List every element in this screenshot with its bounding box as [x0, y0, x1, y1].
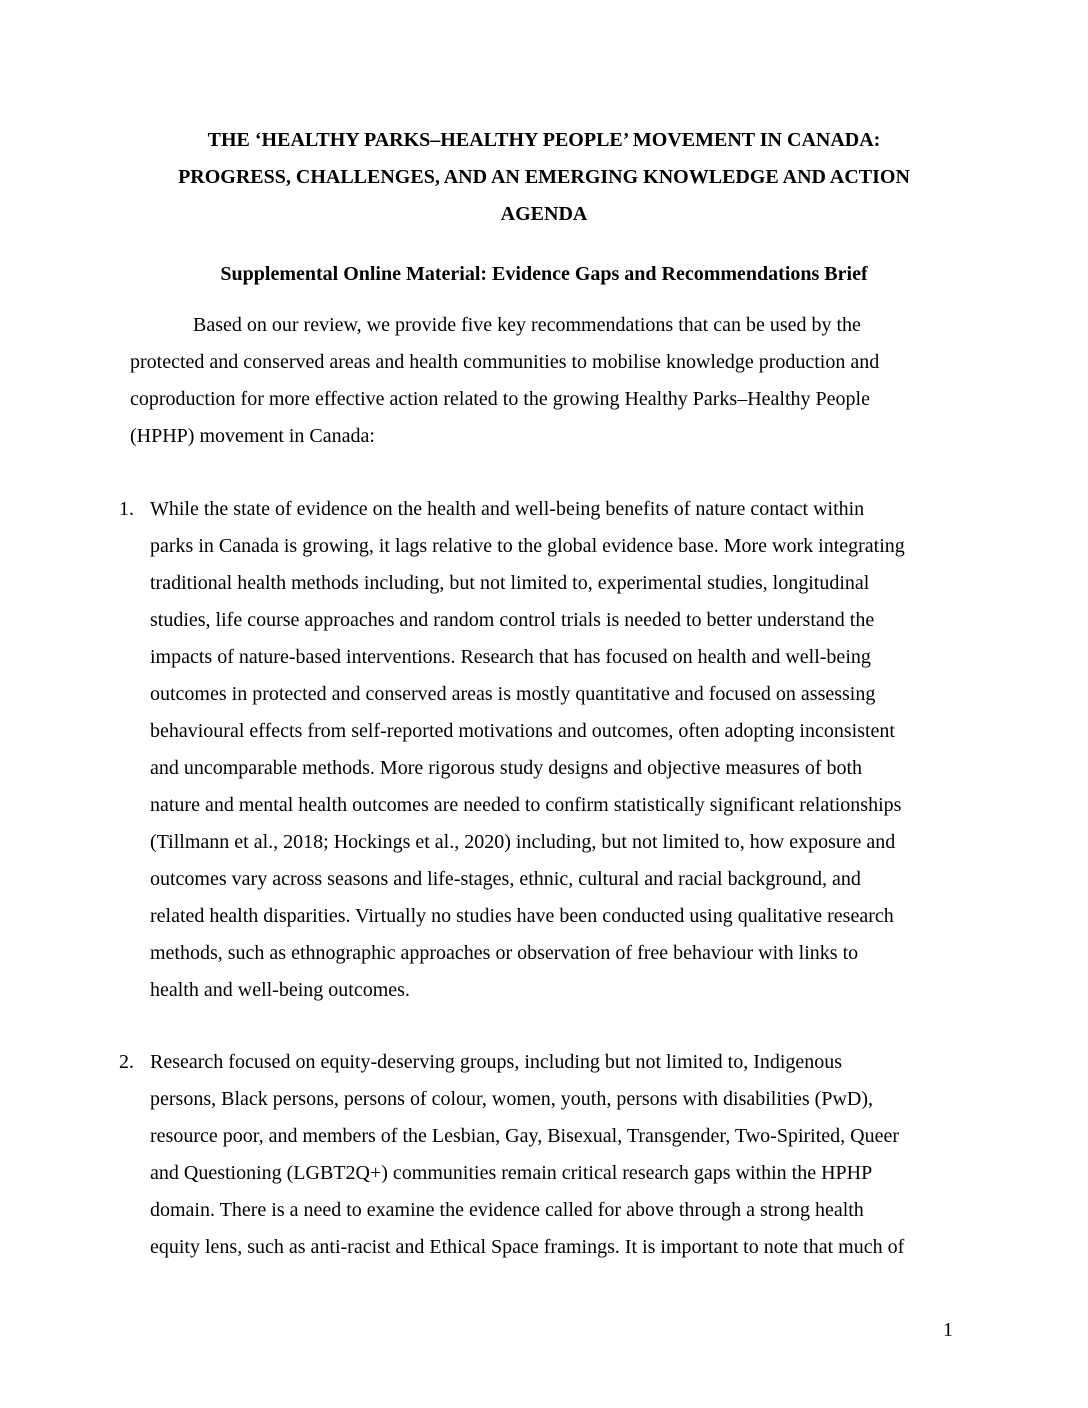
body-line: outcomes in protected and conserved areas is mostly quantitative and focused on assessing: [150, 683, 876, 705]
body-line: and uncomparable methods. More rigorous study designs and objective measures of both: [150, 757, 863, 779]
list-marker-1: 1.: [119, 498, 134, 520]
page-number: 1: [943, 1319, 953, 1341]
body-line: While the state of evidence on the health and well-being benefits of nature contact within: [150, 498, 865, 520]
body-line: impacts of nature-based interventions. Research that has focused on health and well-being: [150, 646, 871, 668]
intro-line: Based on our review, we provide five key recommendations that can be used by the: [193, 314, 861, 336]
body-line: related health disparities. Virtually no studies have been conducted using qualitative research: [150, 905, 894, 927]
body-line: equity lens, such as anti-racist and Ethical Space framings. It is important to note that much of: [150, 1236, 905, 1258]
body-line: behavioural effects from self-reported motivations and outcomes, often adopting inconsistent: [150, 720, 895, 742]
title-line-3: AGENDA: [500, 203, 588, 225]
document-title: [0, 122, 1088, 233]
body-line: traditional health methods including, but not limited to, experimental studies, longitudinal: [150, 572, 870, 594]
body-line: (Tillmann et al., 2018; Hockings et al., 2020) including, but not limited to, how exposure and: [150, 831, 896, 853]
body-line: outcomes vary across seasons and life-stages, ethnic, cultural and racial background, and: [150, 868, 861, 890]
title-line-2: PROGRESS, CHALLENGES, AND AN EMERGING KNOWLEDGE AND ACTION: [178, 166, 910, 188]
intro-line: coproduction for more effective action related to the growing Healthy Parks–Healthy People: [130, 388, 870, 410]
body-line: persons, Black persons, persons of colour, women, youth, persons with disabilities (PwD),: [150, 1088, 873, 1110]
list-marker-2: 2.: [119, 1051, 134, 1073]
title-line-1: THE ‘HEALTHY PARKS–HEALTHY PEOPLE’ MOVEMENT IN CANADA:: [207, 129, 881, 151]
intro-line: protected and conserved areas and health communities to mobilise knowledge production and: [130, 351, 880, 373]
intro-paragraph: [130, 307, 970, 455]
list-item-2: [119, 1044, 979, 1266]
list-item-1-body: [150, 491, 979, 1009]
body-line: nature and mental health outcomes are needed to confirm statistically significant relationships: [150, 794, 902, 816]
body-line: domain. There is a need to examine the evidence called for above through a strong health: [150, 1199, 864, 1221]
list-item-2-body: [150, 1044, 979, 1266]
list-item-1: [119, 491, 979, 1009]
body-line: Research focused on equity-deserving groups, including but not limited to, Indigenous: [150, 1051, 843, 1073]
body-line: studies, life course approaches and random control trials is needed to better understand the: [150, 609, 875, 631]
document-subtitle: [0, 256, 1088, 293]
intro-line: (HPHP) movement in Canada:: [130, 425, 375, 447]
body-line: health and well-being outcomes.: [150, 979, 410, 1001]
body-line: methods, such as ethnographic approaches or observation of free behaviour with links to: [150, 942, 859, 964]
subtitle-text: Supplemental Online Material: Evidence Gaps and Recommendations Brief: [220, 263, 868, 285]
body-line: and Questioning (LGBT2Q+) communities remain critical research gaps within the HPHP: [150, 1162, 873, 1184]
body-line: parks in Canada is growing, it lags relative to the global evidence base. More work integrating: [150, 535, 905, 557]
body-line: resource poor, and members of the Lesbian, Gay, Bisexual, Transgender, Two-Spirited, Queer: [150, 1125, 900, 1147]
